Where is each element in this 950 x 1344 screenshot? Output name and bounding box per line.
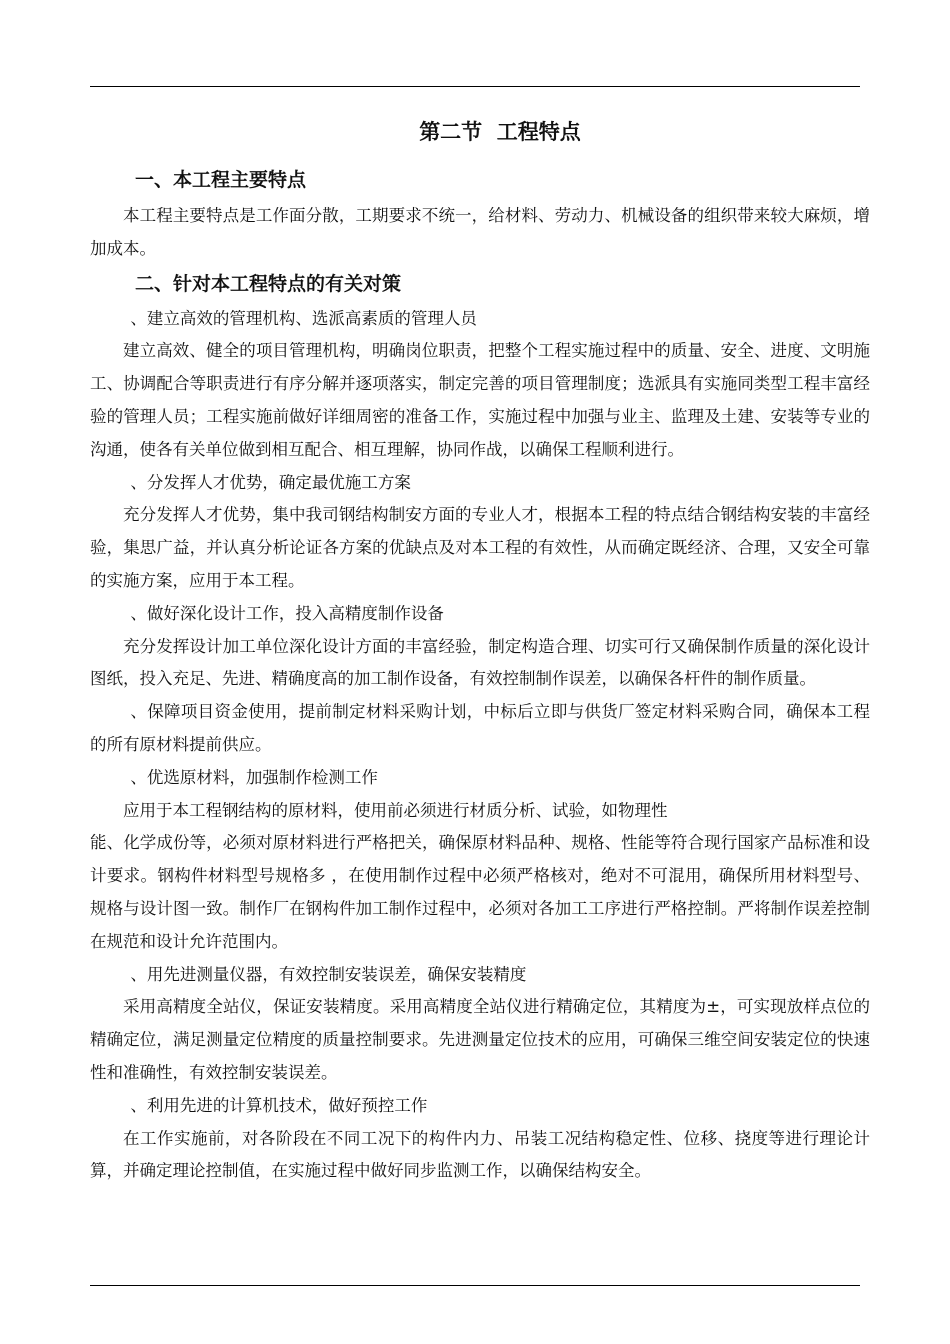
subheading-computer: 、利用先进的计算机技术，做好预控工作	[130, 1095, 428, 1115]
paragraph-funding: 、保障项目资金使用，提前制定材料采购计划，中标后立即与供货厂签定材料采购合同，确保本工程的所有原材料提前供应。	[90, 702, 870, 754]
heading-spacer	[90, 266, 870, 303]
document-body	[90, 200, 870, 1188]
subheading-design: 、做好深化设计工作，投入高精度制作设备	[130, 603, 444, 623]
heading-main-features: 一、本工程主要特点	[135, 169, 307, 191]
paragraph-measurement: 采用高精度全站仪，保证安装精度。采用高精度全站仪进行精确定位，其精度为±，可实现放样点位的精确定位，满足测量定位精度的质量控制要求。先进测量定位技术的应用，可确保三维空间安装定位的快速性和准确性，有效控制安装误差。	[90, 997, 870, 1082]
paragraph-materials-line1: 应用于本工程钢结构的原材料，使用前必须进行材质分析、试验，如物理性	[123, 800, 668, 820]
subheading-materials: 、优选原材料，加强制作检测工作	[130, 767, 378, 787]
subheading-management: 、建立高效的管理机构、选派高素质的管理人员	[130, 308, 477, 328]
section-title: 第二节 工程特点	[419, 120, 581, 144]
paragraph-management: 建立高效、健全的项目管理机构，明确岗位职责，把整个工程实施过程中的质量、安全、进度、文明施工、协调配合等职责进行有序分解并逐项落实，制定完善的项目管理制度；选派具有实施同类型工程丰富经验的管理人员；工程实施前做好详细周密的准备工作，实施过程中加强与业主、监理及土建、安装等专业的沟通，使各有关单位做到相互配合、相互理解，协同作战，以确保工程顺利进行。	[90, 341, 870, 459]
header-rule	[90, 86, 860, 87]
paragraph-talent: 充分发挥人才优势，集中我司钢结构制安方面的专业人才，根据本工程的特点结合钢结构安装的丰富经验，集思广益，并认真分析论证各方案的优缺点及对本工程的有效性，从而确定既经济、合理，又安全可靠的实施方案，应用于本工程。	[90, 505, 870, 590]
subheading-talent: 、分发挥人才优势，确定最优施工方案	[130, 472, 411, 492]
footer-rule	[90, 1285, 860, 1286]
paragraph-computer: 在工作实施前，对各阶段在不同工况下的构件内力、吊装工况结构稳定性、位移、挠度等进行理论计算，并确定理论控制值，在实施过程中做好同步监测工作，以确保结构安全。	[90, 1128, 870, 1181]
paragraph-design: 充分发挥设计加工单位深化设计方面的丰富经验，制定构造合理、切实可行又确保制作质量的深化设计图纸，投入充足、先进、精确度高的加工制作设备，有效控制制作误差，以确保各杆件的制作质量。	[90, 636, 870, 689]
paragraph-intro: 本工程主要特点是工作面分散，工期要求不统一，给材料、劳动力、机械设备的组织带来较大麻烦，增加成本。	[90, 206, 870, 258]
paragraph-materials: 能、化学成份等，必须对原材料进行严格把关，确保原材料品种、规格、性能等符合现行国家产品标准和设计要求。钢构件材料型号规格多 ，在使用制作过程中必须严格核对，绝对不可混用，确保所用材料型号、规格与设计图一致。制作厂在钢构件加工制作过程中，必须对各加工工序进行严格控制。严将制作误差控制在规范和设计允许范围内。	[90, 833, 870, 951]
subheading-measurement: 、用先进测量仪器，有效控制安装误差，确保安装精度	[130, 964, 527, 984]
heading-countermeasures: 二、针对本工程特点的有关对策	[135, 273, 402, 295]
